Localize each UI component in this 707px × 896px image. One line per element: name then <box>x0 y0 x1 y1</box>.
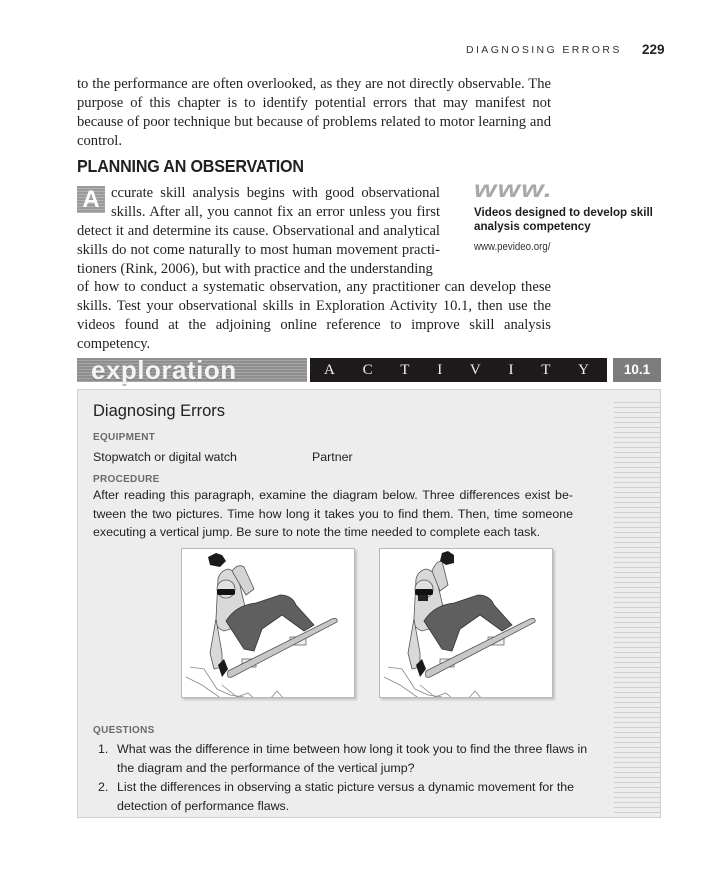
snowboarder-figure-1 <box>181 548 355 698</box>
reference-link[interactable]: www.pevideo.org/ <box>474 241 551 253</box>
question-text: List the differences in observing a static picture versus a dynamic movement for the detection of performance flaws. <box>117 780 575 813</box>
banner-letter: I <box>437 362 443 378</box>
banner-letter: T <box>541 362 551 378</box>
paragraph-text: ccurate skill analysis begins with good observational skills. After all, you cannot fix an error unless you first detect it and determine its cause. Observational and analytical skills do not come naturally to most human movement practitioners (Rink, 2006), but with practice and the understanding <box>77 185 440 277</box>
questions-label: QUESTIONS <box>93 725 155 736</box>
equipment-item: Stopwatch or digital watch <box>93 450 237 464</box>
procedure-text: After reading this paragraph, examine the diagram below. Three differences exist between the two pictures. Time how long it takes you to find them. Then, time someone executing a vertical jump. Be sure to note the time needed to complete each task. <box>93 488 573 539</box>
banner-letter: C <box>362 362 373 378</box>
online-reference <box>474 178 674 253</box>
reference-title: Videos designed to develop skill analysis competency <box>474 206 653 233</box>
snowboarder-illustration-icon <box>380 549 552 697</box>
question-number: 1. <box>98 742 109 756</box>
question-text: What was the difference in time between how long it took you to find the three flaws in the diagram and the performance of the vertical jump? <box>117 742 588 775</box>
activity-title: Diagnosing Errors <box>93 402 226 420</box>
banner-letter: T <box>400 362 410 378</box>
questions-list <box>93 740 593 816</box>
activity-box <box>77 389 661 818</box>
decorative-stripes <box>614 398 660 817</box>
snowboarder-figure-2 <box>379 548 553 698</box>
activity-number: 10.1 <box>613 358 661 382</box>
drop-cap: A <box>77 186 105 213</box>
running-head <box>466 44 696 60</box>
banner-letter: I <box>508 362 514 378</box>
running-title: DIAGNOSING ERRORS <box>466 44 622 56</box>
question-item <box>93 740 593 777</box>
intro-paragraph: to the performance are often overlooked, as they are not directly observable. The purpose of this chapter is to identify potential errors that may manifest not because of poor technique but because of problems related to motor learning and control. <box>77 76 551 149</box>
procedure-label: PROCEDURE <box>93 474 160 485</box>
activity-banner <box>77 355 661 385</box>
banner-activity <box>310 358 607 382</box>
www-icon: www. <box>474 176 554 202</box>
banner-letter: A <box>324 362 335 378</box>
page-number: 229 <box>642 42 665 57</box>
banner-exploration: exploration <box>77 358 307 382</box>
question-item <box>93 778 593 815</box>
snowboarder-illustration-icon <box>182 549 354 697</box>
banner-letter: V <box>469 362 481 378</box>
equipment-item: Partner <box>312 450 353 464</box>
question-number: 2. <box>98 780 109 794</box>
section-heading: PLANNING AN OBSERVATION <box>77 156 304 176</box>
section-paragraph-wrapped <box>77 184 440 279</box>
equipment-label: EQUIPMENT <box>93 432 156 443</box>
banner-letter: Y <box>578 362 589 378</box>
section-paragraph: of how to conduct a systematic observation, any practitioner can develop these skills. Test your observational skills in Exploration Activity 10.1, then use the videos found at the adjoining online reference to improve skill analysis competency. <box>77 279 551 352</box>
